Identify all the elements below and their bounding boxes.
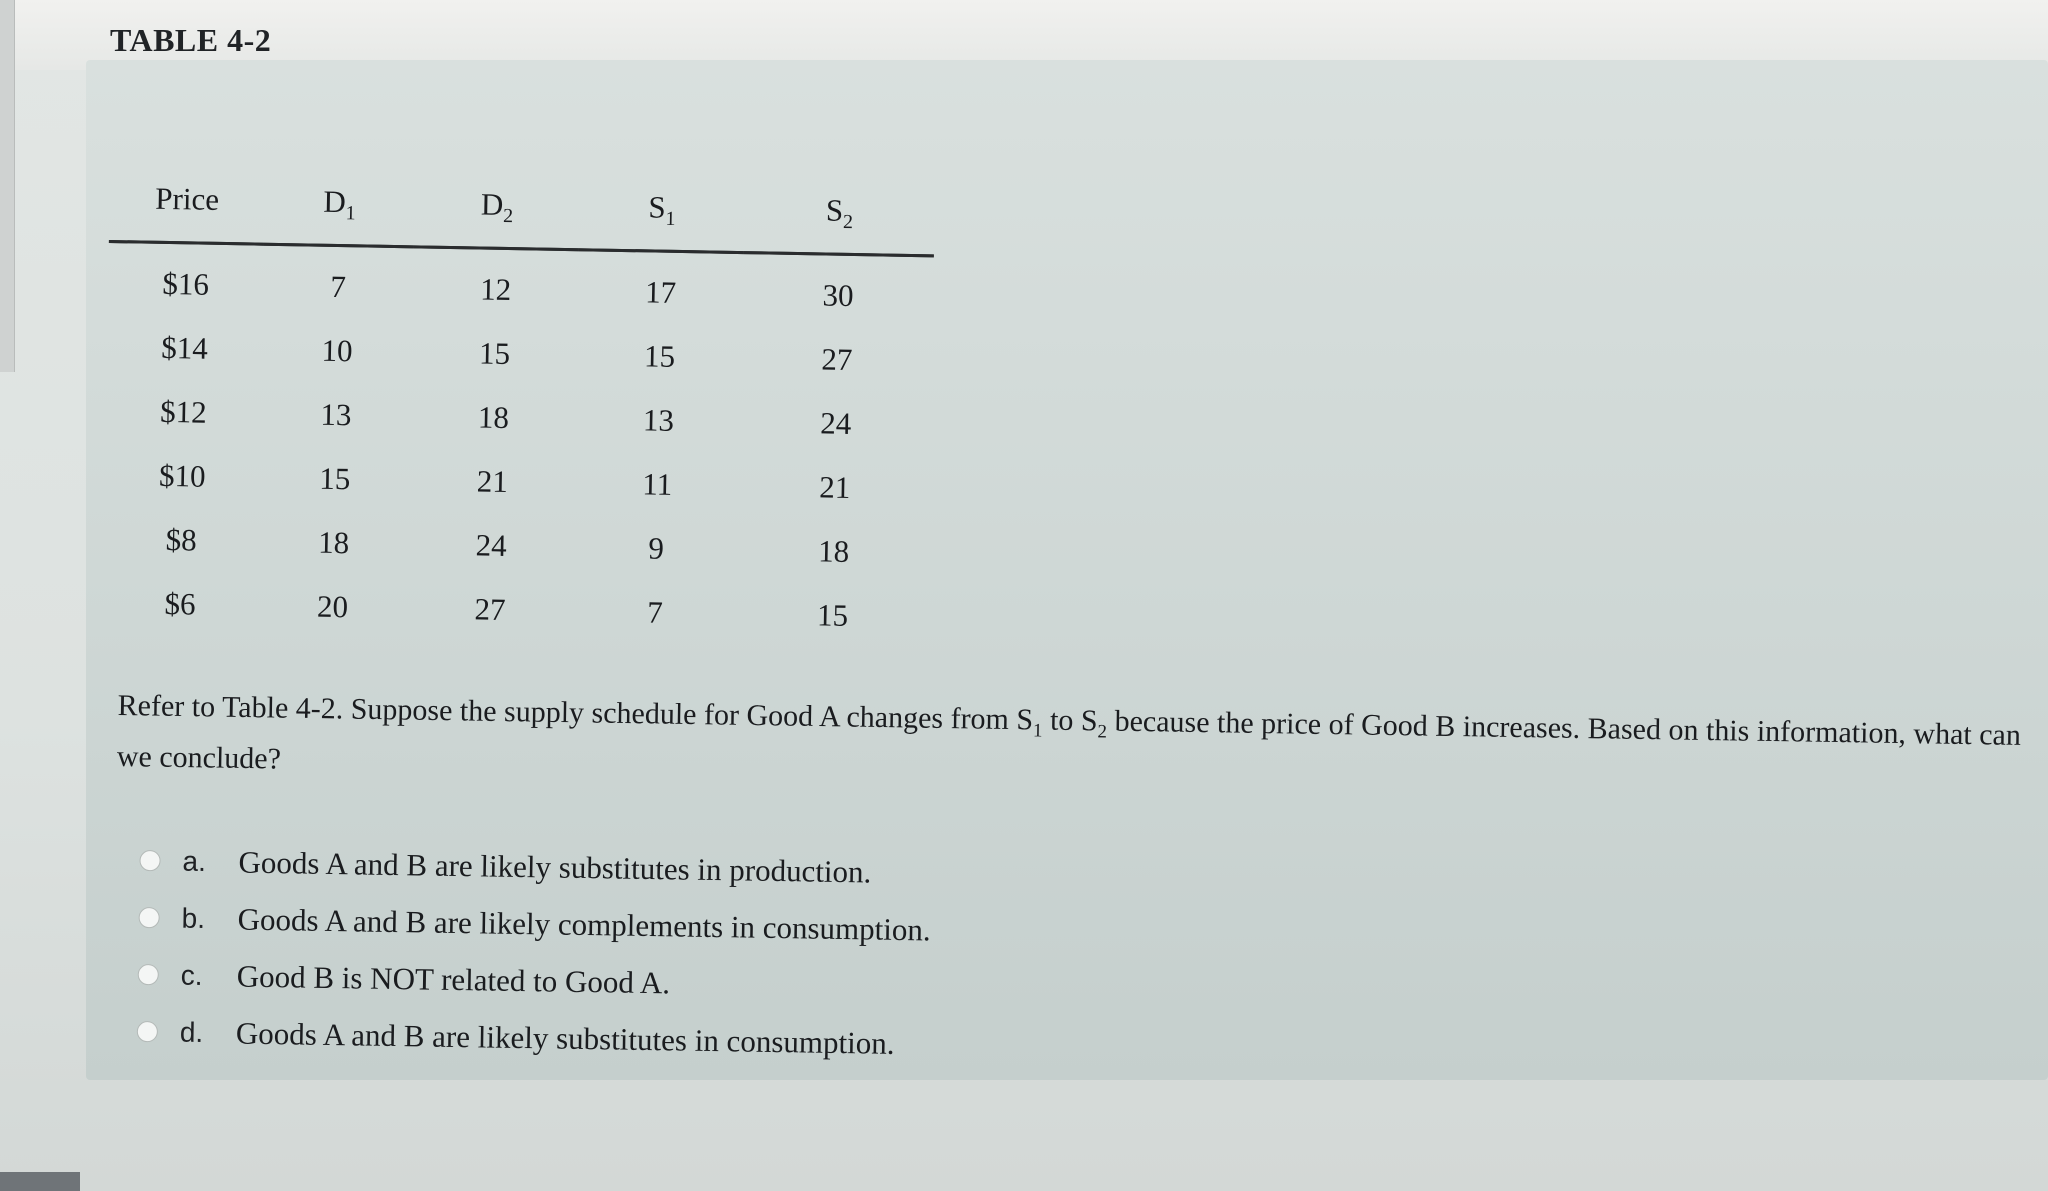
question-subscript: 2 — [1097, 721, 1108, 743]
header-subscript: 2 — [502, 205, 514, 228]
table-cell: 21 — [818, 469, 851, 505]
choice-letter: b. — [181, 902, 206, 934]
choice-text: Goods A and B are likely substitutes in production. — [238, 844, 872, 889]
table-cell: 17 — [644, 274, 677, 310]
table-cell: 18 — [817, 533, 850, 569]
header-s1 — [579, 188, 745, 252]
header-price — [109, 180, 265, 244]
header-s2 — [744, 191, 935, 256]
table-cell: 12 — [479, 271, 512, 308]
header-subscript: 1 — [345, 202, 356, 225]
table-cell: $12 — [159, 393, 208, 430]
table-cell: 27 — [474, 591, 506, 627]
header-label: D — [323, 183, 347, 220]
question-part: Refer to Table 4-2. Suppose the supply schedule for Good A changes from S — [117, 688, 1034, 737]
table-cell: 9 — [648, 530, 665, 566]
table-cell: 20 — [316, 588, 349, 625]
header-subscript: 1 — [665, 207, 676, 231]
question-part: to S — [1042, 703, 1098, 738]
choice-text: Goods A and B are likely complements in consumption. — [237, 901, 931, 947]
table-cell: 7 — [646, 594, 664, 630]
header-label: D — [480, 186, 504, 222]
radio-button[interactable] — [139, 850, 160, 871]
table-cell: 15 — [319, 460, 351, 497]
table-cell: 27 — [821, 341, 853, 377]
table-cell: $10 — [158, 457, 206, 494]
table-cell: 30 — [822, 277, 854, 313]
header-d2 — [414, 185, 580, 249]
table-cell: $8 — [165, 522, 198, 558]
radio-button[interactable] — [138, 907, 159, 928]
choice-text: Goods A and B are likely substitutes in consumption. — [235, 1015, 895, 1061]
table-cell: $14 — [161, 329, 209, 366]
table-cell: 13 — [642, 402, 675, 438]
table-cell: $6 — [164, 586, 196, 622]
choice-text: Good B is NOT related to Good A. — [236, 958, 671, 1000]
header-label: S — [648, 189, 667, 225]
choice-letter: c. — [180, 959, 203, 991]
question-subscript: 1 — [1032, 720, 1043, 742]
table-cell: 11 — [642, 466, 673, 502]
table-cell: 10 — [321, 332, 353, 369]
header-d1 — [264, 183, 415, 247]
table-cell: 24 — [820, 405, 852, 441]
table-cell: $16 — [162, 265, 210, 302]
header-label: S — [825, 192, 844, 228]
table-title: TABLE 4-2 — [110, 22, 272, 58]
table-cell: 18 — [317, 524, 350, 561]
table-cell: 15 — [478, 335, 511, 372]
left-scroll-rail — [0, 0, 15, 372]
bottom-edge-bar — [0, 1172, 80, 1191]
table-cell: 24 — [475, 527, 507, 563]
table-cell: 15 — [643, 338, 676, 374]
radio-button[interactable] — [138, 964, 159, 985]
supply-demand-table — [102, 180, 935, 649]
table-cell: 15 — [816, 597, 849, 633]
answer-choices — [136, 832, 932, 1072]
choice-letter: a. — [182, 845, 207, 877]
table-cell: 7 — [330, 268, 347, 305]
table-cell: 13 — [320, 396, 352, 433]
table-cell: 21 — [476, 463, 509, 499]
header-label: Price — [155, 180, 220, 217]
table-cell: 18 — [477, 399, 510, 435]
radio-button[interactable] — [137, 1021, 158, 1042]
header-subscript: 2 — [842, 210, 854, 234]
question-part: because the price of Good B increases. Based on this information, what can we conclude? — [116, 704, 2022, 776]
choice-letter: d. — [179, 1016, 204, 1048]
